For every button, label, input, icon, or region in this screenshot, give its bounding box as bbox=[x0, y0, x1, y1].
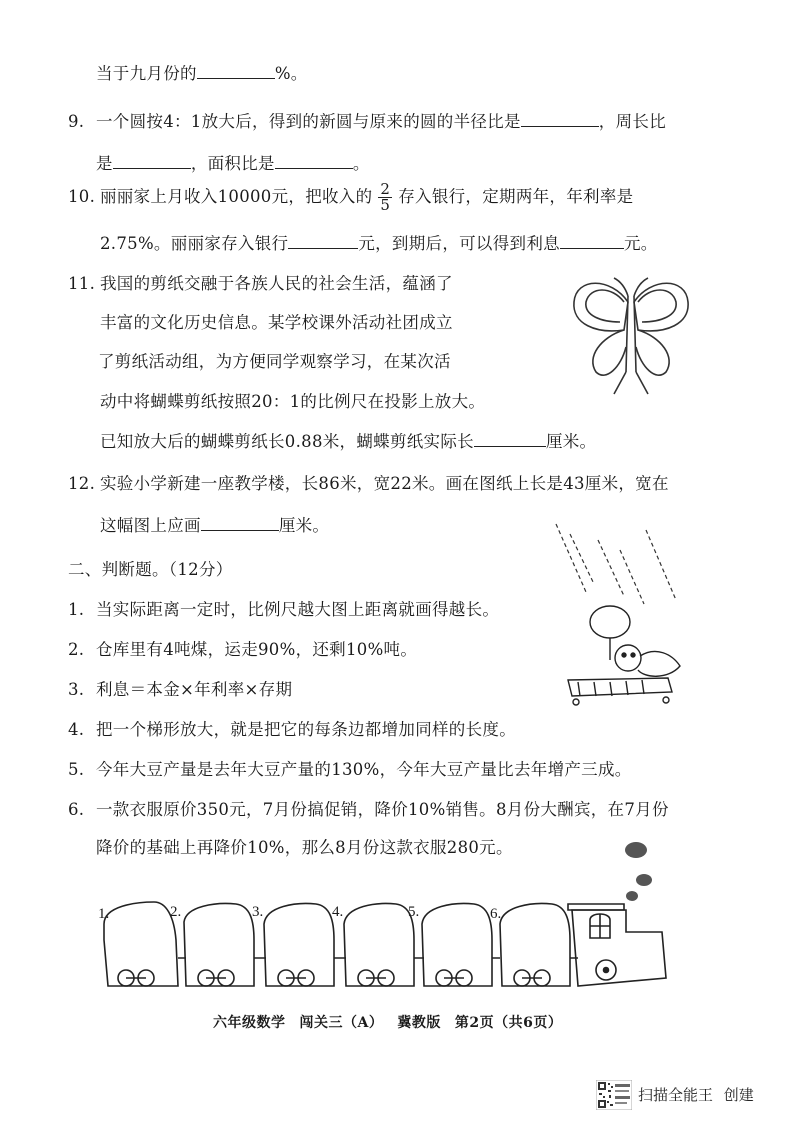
item-number: 2. bbox=[68, 640, 85, 659]
rain-cartoon-illustration bbox=[548, 520, 698, 710]
item-text: 今年大豆产量是去年大豆产量的130%，今年大豆产量比去年增产三成。 bbox=[96, 760, 632, 779]
footer-section: 闯关三（A） bbox=[299, 1015, 384, 1031]
q12-text: 实验小学新建一座教学楼，长86米，宽22米。画在图纸上长是43厘米，宽在 bbox=[100, 474, 669, 493]
footer-grade: 六年级数学 bbox=[213, 1015, 286, 1031]
train-car-number: 4. bbox=[332, 904, 344, 920]
judge-item-6 bbox=[68, 796, 669, 820]
answer-blank[interactable] bbox=[113, 154, 191, 169]
train-car-number: 2. bbox=[170, 904, 182, 920]
fraction-denominator: 5 bbox=[380, 196, 391, 214]
judge-item-3 bbox=[68, 676, 292, 700]
footer-page: 第2页（共6页） bbox=[454, 1015, 563, 1031]
scanner-app-name: 扫描全能王 bbox=[638, 1086, 714, 1104]
q11-line4: 动中将蝴蝶剪纸按照20：1的比例尺在投影上放大。 bbox=[100, 392, 486, 411]
train-car-number: 3. bbox=[252, 904, 264, 920]
q12-text: 这幅图上应画 bbox=[100, 516, 201, 535]
answer-blank[interactable] bbox=[275, 154, 353, 169]
footer-edition: 冀教版 bbox=[397, 1015, 441, 1031]
section-title: 二、判断题。（12分） bbox=[68, 560, 233, 579]
answer-blank[interactable] bbox=[474, 432, 546, 447]
question-number: 11. bbox=[68, 274, 96, 293]
judge-item-5 bbox=[68, 756, 632, 780]
item-text: 利息＝本金×年利率×存期 bbox=[96, 680, 293, 699]
fraction bbox=[378, 182, 392, 213]
train-car-number: 1. bbox=[98, 906, 110, 922]
q10-text: 元，到期后，可以得到利息 bbox=[358, 234, 560, 253]
item-number: 1. bbox=[68, 600, 85, 619]
item-number: 5. bbox=[68, 760, 85, 779]
page-footer bbox=[213, 1012, 562, 1032]
q8-tail-pre: 当于九月份的 bbox=[96, 64, 197, 83]
judge-item-4 bbox=[68, 716, 516, 740]
answer-blank[interactable] bbox=[201, 516, 279, 531]
q11-text: 我国的剪纸交融于各族人民的社会生活，蕴涵了 bbox=[100, 274, 453, 293]
q10-text: 2.75%。丽丽家存入银行 bbox=[100, 234, 289, 253]
q11-text: 已知放大后的蝴蝶剪纸长0.88米，蝴蝶剪纸实际长 bbox=[100, 432, 474, 451]
item-text: 一款衣服原价350元，7月份搞促销，降价10%销售。8月份大酬宾，在7月份 bbox=[96, 800, 669, 819]
answer-blank[interactable] bbox=[288, 234, 358, 249]
answer-blank[interactable] bbox=[560, 234, 624, 249]
q11-line5 bbox=[100, 428, 596, 452]
q9-text: 是 bbox=[96, 154, 113, 173]
fraction-numerator: 2 bbox=[380, 180, 391, 198]
train-car-number: 6. bbox=[490, 906, 502, 922]
q9-text: 一个圆按4：1放大后，得到的新圆与原来的圆的半径比是 bbox=[96, 112, 521, 131]
q10-text: 元。 bbox=[623, 234, 658, 253]
judge-item-1 bbox=[68, 596, 499, 620]
qr-code-icon bbox=[596, 1080, 632, 1110]
question-number: 12. bbox=[68, 474, 96, 493]
q10-line1 bbox=[68, 182, 633, 213]
q9-text: 。 bbox=[352, 154, 370, 173]
q11-text: 厘米。 bbox=[545, 432, 597, 451]
answer-blank[interactable] bbox=[521, 112, 599, 127]
item-text: 把一个梯形放大，就是把它的每条边都增加同样的长度。 bbox=[96, 720, 516, 739]
item-number: 6. bbox=[68, 800, 85, 819]
train-illustration bbox=[96, 836, 676, 1006]
q10-text: 丽丽家上月收入10000元，把收入的 bbox=[100, 187, 373, 206]
train-car-number: 5. bbox=[408, 904, 420, 920]
item-text: 仓库里有4吨煤，运走90%，还剩10%吨。 bbox=[96, 640, 418, 659]
butterfly-illustration bbox=[566, 272, 696, 402]
q11-line2: 丰富的文化历史信息。某学校课外活动社团成立 bbox=[100, 313, 453, 332]
q12-line1 bbox=[68, 470, 669, 494]
question-number: 9. bbox=[68, 112, 85, 131]
q9-line2 bbox=[96, 150, 370, 174]
item-number: 3. bbox=[68, 680, 85, 699]
q9-text: ，面积比是 bbox=[190, 154, 275, 173]
q9-text: ，周长比 bbox=[598, 112, 666, 131]
judge-item-6-line2: 降价的基础上再降价10%，那么8月份这款衣服280元。 bbox=[96, 838, 513, 857]
scanner-action: 创建 bbox=[723, 1086, 754, 1104]
q8-tail bbox=[96, 60, 308, 84]
q9-line1 bbox=[68, 108, 666, 132]
item-number: 4. bbox=[68, 720, 85, 739]
q8-tail-post: %。 bbox=[274, 64, 308, 83]
q11-line1 bbox=[68, 270, 453, 294]
q11-line3: 了剪纸活动组，为方便同学观察学习，在某次活 bbox=[98, 352, 451, 371]
answer-blank[interactable] bbox=[197, 64, 275, 79]
q12-line2 bbox=[100, 512, 329, 536]
q10-line2 bbox=[100, 230, 658, 254]
item-text: 当实际距离一定时，比例尺越大图上距离就画得越长。 bbox=[96, 600, 500, 619]
question-number: 10. bbox=[68, 187, 96, 206]
q12-text: 厘米。 bbox=[278, 516, 330, 535]
q10-text: 存入银行，定期两年，年利率是 bbox=[398, 187, 634, 206]
scanner-watermark bbox=[638, 1084, 754, 1105]
judge-item-2 bbox=[68, 636, 417, 660]
